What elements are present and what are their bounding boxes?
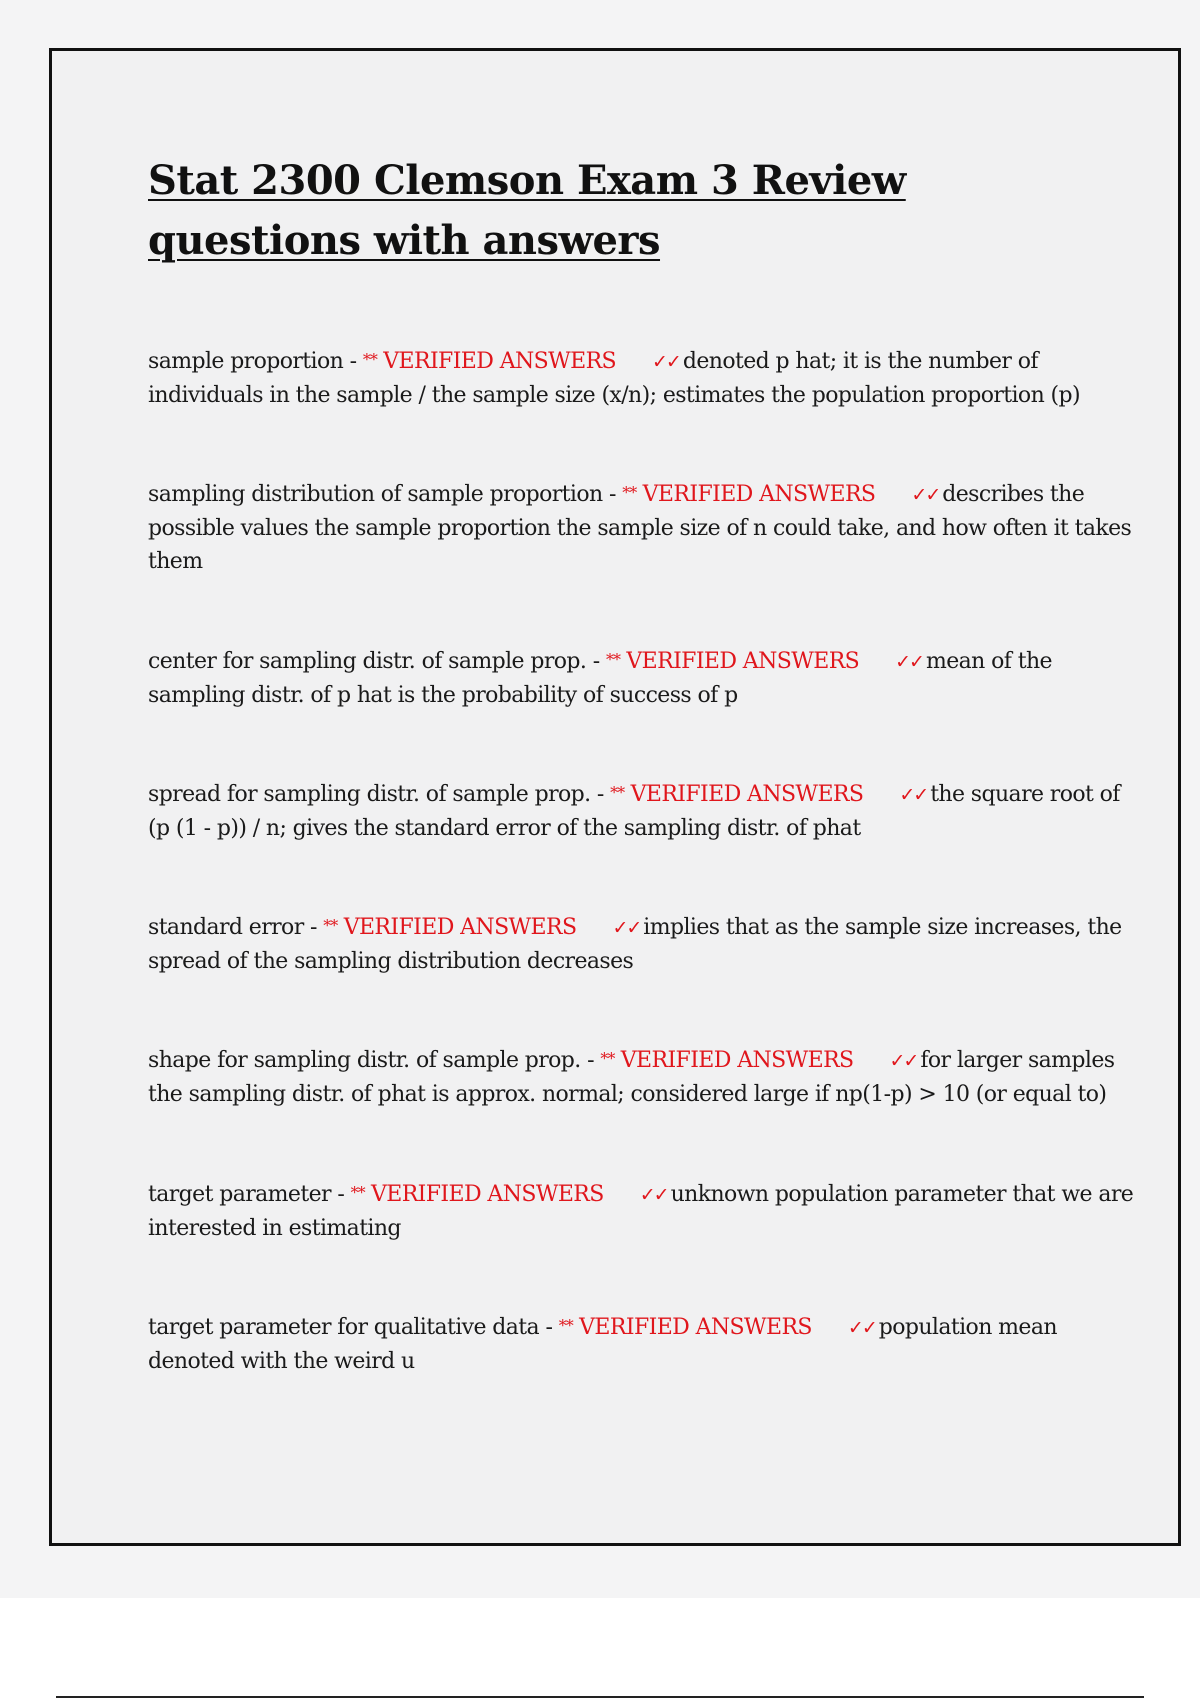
qa-entry <box>148 476 1138 578</box>
entry-separator: - <box>545 1315 553 1340</box>
check-icon: ✓✓ <box>652 351 680 373</box>
badge-stars: ** <box>323 916 338 935</box>
entry-definition: for larger samples the sampling distr. of phat is approx. normal; considered large if np(1-p) > 10 (or equal to) <box>148 1048 1115 1107</box>
badge-stars: ** <box>350 1183 365 1202</box>
qa-entry <box>148 343 1138 412</box>
verified-answers-badge: VERIFIED ANSWERS <box>642 482 876 507</box>
entry-term: sampling distribution of sample proportion <box>148 482 603 507</box>
check-icon: ✓✓ <box>899 784 928 806</box>
qa-entry <box>148 909 1138 978</box>
entry-separator: - <box>608 482 616 507</box>
entry-definition: implies that as the sample size increases, the spread of the sampling distribution decreases <box>148 915 1122 974</box>
entry-separator: - <box>310 915 317 940</box>
document-page <box>49 48 1181 1546</box>
check-icon: ✓✓ <box>889 1050 918 1072</box>
entry-separator: - <box>596 782 604 807</box>
entry-definition: unknown population parameter that we are interested in estimating <box>148 1182 1134 1241</box>
document-title: Stat 2300 Clemson Exam 3 Review questions with answers <box>148 157 906 264</box>
verified-answers-badge: VERIFIED ANSWERS <box>383 349 617 374</box>
entry-term: target parameter for qualitative data <box>148 1315 540 1340</box>
entry-definition: mean of the sampling distr. of p hat is the probability of success of p <box>148 649 1052 708</box>
entry-definition: the square root of (p (1 - p)) / n; gives the standard error of the sampling distr. of phat <box>148 782 1120 841</box>
badge-stars: ** <box>362 350 377 369</box>
page-divider <box>56 1696 1144 1698</box>
next-page-area <box>0 1598 1200 1700</box>
entry-separator: - <box>349 349 357 374</box>
badge-stars: ** <box>558 1316 573 1335</box>
check-icon: ✓✓ <box>639 1184 668 1206</box>
verified-answers-badge: VERIFIED ANSWERS <box>620 1048 854 1073</box>
entry-separator: - <box>337 1182 345 1207</box>
qa-entry <box>148 1042 1138 1111</box>
entry-term: sample proportion <box>148 349 344 374</box>
entry-separator: - <box>587 1048 594 1073</box>
qa-entry <box>148 1176 1138 1245</box>
verified-answers-badge: VERIFIED ANSWERS <box>626 649 860 674</box>
check-icon: ✓✓ <box>612 917 641 939</box>
entry-term: standard error <box>148 915 304 940</box>
entry-definition: describes the possible values the sample proportion the sample size of n could take, and how often it takes them <box>148 482 1132 574</box>
entry-term: center for sampling distr. of sample prop. <box>148 649 587 674</box>
check-icon: ✓✓ <box>895 651 923 673</box>
badge-stars: ** <box>605 650 620 669</box>
entry-term: target parameter <box>148 1182 331 1207</box>
verified-answers-badge: VERIFIED ANSWERS <box>630 782 864 807</box>
entry-term: shape for sampling distr. of sample prop. <box>148 1048 581 1073</box>
verified-answers-badge: VERIFIED ANSWERS <box>579 1315 812 1340</box>
verified-answers-badge: VERIFIED ANSWERS <box>343 915 577 940</box>
entry-definition: population mean denoted with the weird u <box>148 1315 1057 1374</box>
check-icon: ✓✓ <box>911 484 940 506</box>
badge-stars: ** <box>600 1049 615 1068</box>
badge-stars: ** <box>622 483 637 502</box>
entry-definition: denoted p hat; it is the number of individuals in the sample / the sample size (x/n); estimates the population proportion (p) <box>148 349 1080 408</box>
badge-stars: ** <box>610 783 625 802</box>
entry-separator: - <box>592 649 600 674</box>
check-icon: ✓✓ <box>847 1317 876 1339</box>
qa-entry <box>148 1309 1138 1378</box>
entry-term: spread for sampling distr. of sample prop. <box>148 782 591 807</box>
qa-list <box>148 343 1138 1442</box>
qa-entry <box>148 643 1138 712</box>
verified-answers-badge: VERIFIED ANSWERS <box>370 1182 604 1207</box>
qa-entry <box>148 776 1138 845</box>
